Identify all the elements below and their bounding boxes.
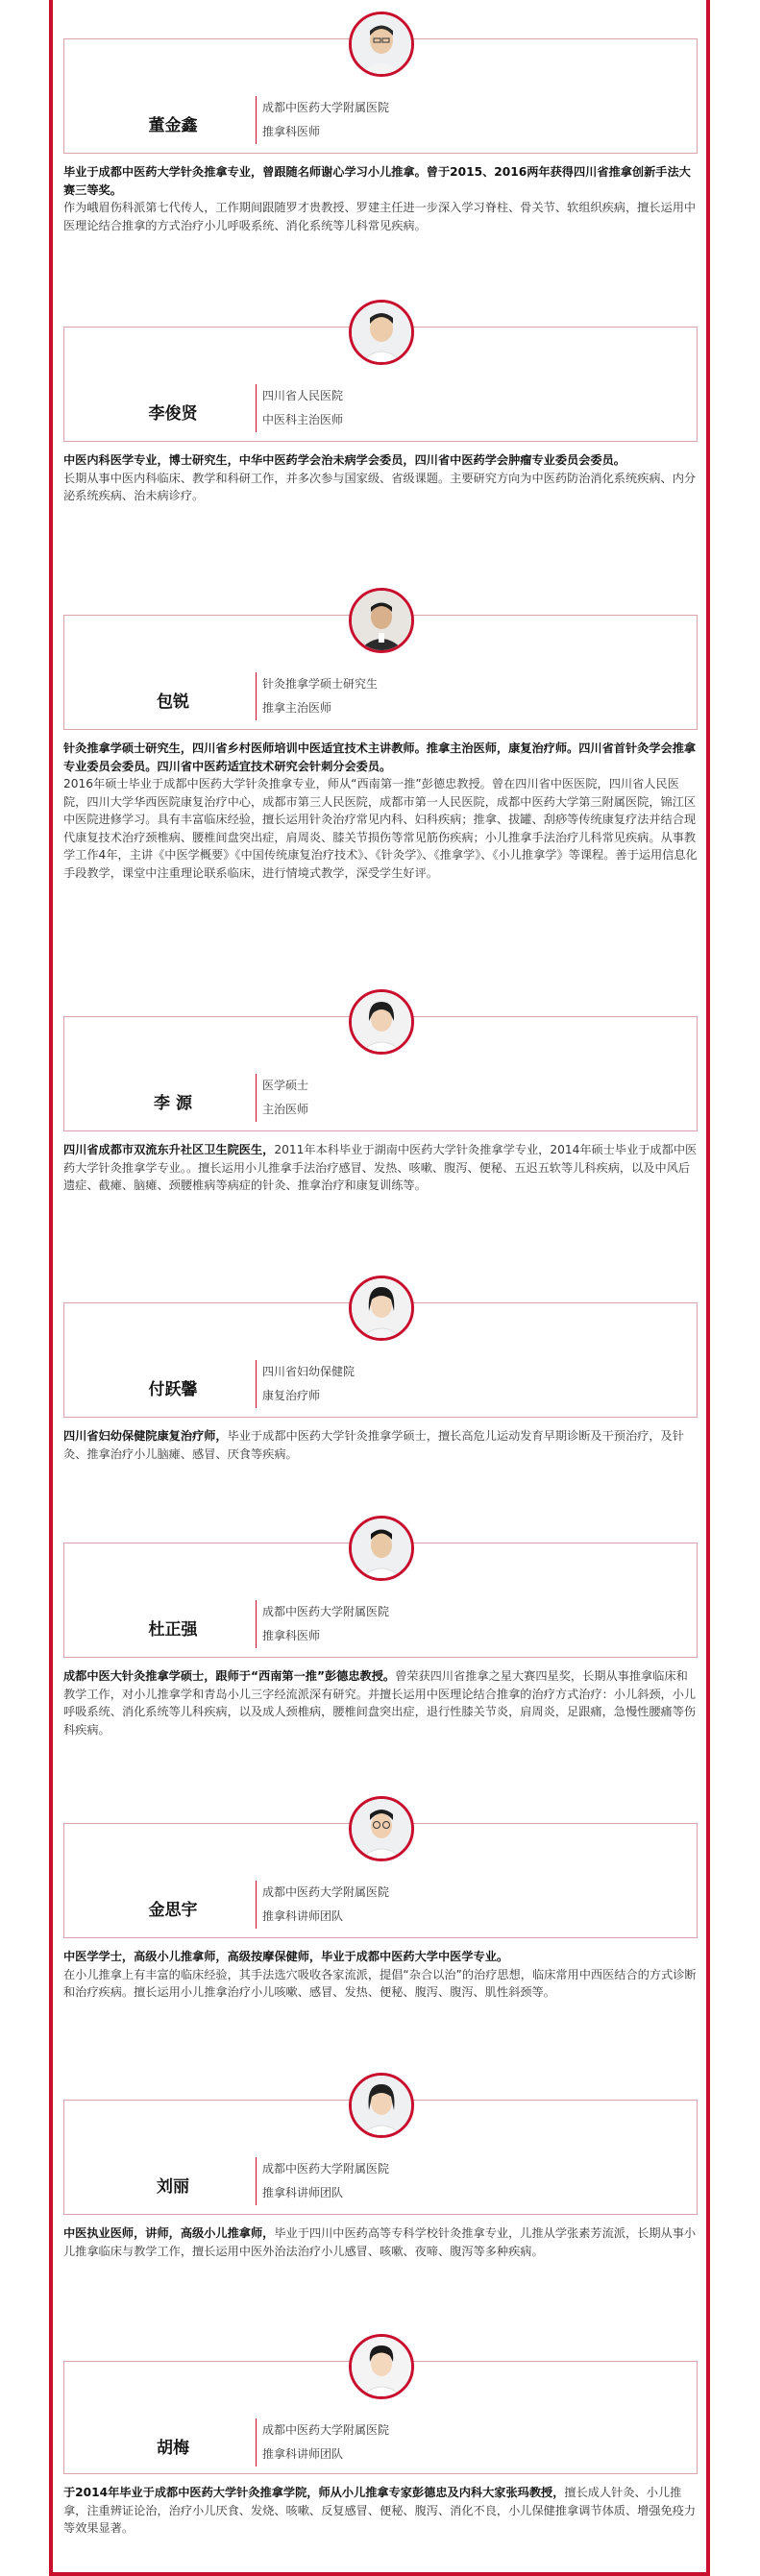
doctor-name: 包锐	[157, 693, 189, 712]
doctor-affiliations	[256, 2418, 551, 2467]
doctor-name: 李 源	[154, 1094, 192, 1113]
affiliation-hospital: 成都中医药大学附属医院	[262, 1605, 390, 1618]
bio-lead: 针灸推拿学硕士研究生，四川省乡村医师培训中医适宜技术主讲教师。推拿主治医师，康复治疗师。四川省首针灸学会推拿专业委员会委员。四川省中医药适宜技术研究会针刺分会委员。	[63, 741, 697, 773]
affiliation-degree: 医学硕士	[262, 1079, 309, 1092]
bio-lead: 于2014年毕业于成都中医药大学针灸推拿学院，师从小儿推拿专家彭德忠及内科大家张玛教授，	[63, 2486, 565, 2499]
affiliation-hospital: 成都中医药大学附属医院	[262, 2423, 390, 2437]
affiliation-hospital: 成都中医药大学附属医院	[262, 1885, 390, 1899]
affiliation-hospital: 成都中医药大学附属医院	[262, 2162, 390, 2175]
page-frame-left	[49, 0, 53, 2576]
doctor-name: 金思宇	[148, 1901, 198, 1920]
doctor-name: 付跃馨	[148, 1380, 198, 1399]
bio-body: 曾荣获四川省推拿之星大赛四星奖，长期从事推拿临床和教学工作，对小儿推拿学和青岛小儿三字经流派深有研究。并擅长运用中医理论结合推拿的治疗方式治疗：小儿斜颈，小儿呼吸系统、消化系统等儿科疾病，以及成人颈椎病，腰椎间盘突出症，退行性膝关节炎，肩周炎，足跟痛，急慢性腰痛等伤科疾病。	[63, 1669, 697, 1737]
bio-body: 毕业于四川中医药高等专科学校针灸推拿专业，儿推从学张素芳流派，长期从事小儿推拿临床与教学工作，擅长运用中医外治法治疗小儿感冒、咳嗽、夜啼、腹泻等多种疾病。	[63, 2226, 697, 2258]
doctor-bio	[63, 2484, 698, 2538]
doctor-affiliations	[256, 96, 551, 144]
affiliation-title: 推拿科讲师团队	[262, 2186, 344, 2199]
doctor-affiliations	[256, 1360, 551, 1408]
doctor-avatar	[349, 1796, 414, 1861]
bio-body: 毕业于成都中医药大学针灸推拿学硕士，擅长高危儿运动发育早期诊断及干预治疗，及针灸、推拿治疗小儿脑瘫、感冒、厌食等疾病。	[63, 1429, 684, 1461]
bio-lead: 四川省妇幼保健院康复治疗师，	[63, 1429, 228, 1443]
bio-body: 长期从事中医内科临床、教学和科研工作，并多次参与国家级、省级课题。主要研究方向为中医药防治消化系统疾病、内分泌系统疾病、治未病诊疗。	[63, 471, 697, 502]
bio-lead: 毕业于成都中医药大学针灸推拿专业，曾跟随名师谢心学习小儿推拿。曾于2015、2016两年获得四川省推拿创新手法大赛三等奖。	[63, 165, 691, 197]
doctor-bio	[63, 1427, 698, 1463]
bio-body: 2016年硕士毕业于成都中医药大学针灸推拿专业，师从“西南第一推”彭德忠教授。曾在四川省中医医院，四川省人民医院，四川大学华西医院康复治疗中心，成都市第三人民医院，成都市第一人民医院，成都中医药大学第三附属医院，锦江区中医院进修学习。具有丰富临床经验，擅长运用针灸治疗常见内科、妇科疾病；推拿、拔罐、刮痧等传统康复疗法并结合现代康复技术治疗颈椎病、腰椎间盘突出症，肩周炎、膝关节损伤等常见筋伤疾病；小儿推拿手法治疗儿科常见疾病。从事教学工作4年，主讲《中医学概要》《中国传统康复治疗技术》、《针灸学》、《推拿学》、《小儿推拿学》等课程。善于运用信息化手段教学，课堂中注重理论联系临床，进行情境式教学，深受学生好评。	[63, 777, 698, 880]
doctor-avatar	[349, 1516, 414, 1581]
affiliation-title: 推拿科讲师团队	[262, 2447, 344, 2461]
doctor-affiliations	[256, 2157, 551, 2205]
affiliation-title: 中医科主治医师	[262, 413, 344, 426]
doctor-affiliations	[256, 1600, 551, 1648]
doctor-avatar	[349, 989, 414, 1055]
doctor-bio	[63, 1667, 698, 1738]
doctor-avatar	[349, 1276, 414, 1341]
doctor-avatar	[349, 2334, 414, 2399]
doctor-bio	[63, 451, 698, 505]
doctor-avatar	[349, 588, 414, 653]
bio-lead: 成都中医大针灸推拿学硕士，跟师于“西南第一推”彭德忠教授。	[63, 1669, 396, 1683]
doctor-name: 杜正强	[148, 1620, 198, 1640]
doctor-avatar	[349, 12, 414, 77]
affiliation-title: 推拿科医师	[262, 125, 321, 138]
affiliation-title: 推拿主治医师	[262, 701, 332, 715]
affiliation-hospital: 四川省人民医院	[262, 389, 344, 402]
page-frame-bottom	[49, 2572, 710, 2576]
doctor-name: 李俊贤	[148, 404, 198, 424]
doctor-affiliations	[256, 1881, 551, 1929]
doctor-name: 董金鑫	[148, 116, 198, 135]
doctor-name: 刘丽	[157, 2177, 189, 2197]
bio-body: 在小儿推拿上有丰富的临床经验，其手法选穴吸收各家流派，提倡“杂合以治”的治疗思想，临床常用中西医结合的方式诊断和治疗疾病。擅长运用小儿推拿治疗小儿咳嗽、感冒、发热、便秘、腹泻、腹泻、肌性斜颈等。	[63, 1967, 697, 1999]
doctor-affiliations	[256, 1074, 551, 1122]
affiliation-hospital: 四川省妇幼保健院	[262, 1365, 355, 1378]
bio-body: 2011年本科毕业于湖南中医药大学针灸推拿学专业，2014年硕士毕业于成都中医药大学针灸推拿学专业。。擅长运用小儿推拿手法治疗感冒、发热、咳嗽、腹泻、便秘、五迟五软等儿科疾病，以及中风后遗症、截瘫、脑瘫、颈腰椎病等病症的针灸、推拿治疗和康复训练等。	[63, 1143, 698, 1192]
affiliation-title: 推拿科讲师团队	[262, 1909, 344, 1923]
affiliation-title: 主治医师	[262, 1103, 309, 1116]
affiliation-title: 康复治疗师	[262, 1389, 321, 1402]
affiliation-title: 推拿科医师	[262, 1629, 321, 1642]
doctor-bio	[63, 1948, 698, 2002]
affiliation-hospital: 成都中医药大学附属医院	[262, 101, 390, 114]
bio-lead: 中医执业医师，讲师，高级小儿推拿师，	[63, 2226, 275, 2240]
doctor-affiliations	[256, 384, 551, 432]
doctor-avatar	[349, 300, 414, 365]
doctor-affiliations	[256, 672, 551, 720]
doctor-bio	[63, 2224, 698, 2260]
doctor-name: 胡梅	[157, 2439, 189, 2458]
doctor-avatar	[349, 2073, 414, 2138]
bio-body: 作为峨眉伤科派第七代传人，工作期间跟随罗才贵教授、罗建主任进一步深入学习脊柱、骨关节、软组织疾病，擅长运用中医理论结合推拿的方式治疗小儿呼吸系统、消化系统等儿科常见疾病。	[63, 201, 697, 232]
bio-lead: 四川省成都市双流东升社区卫生院医生，	[63, 1143, 275, 1156]
bio-lead: 中医内科医学专业，博士研究生，中华中医药学会治未病学会委员，四川省中医药学会肿瘤专业委员会委员。	[63, 453, 625, 467]
doctor-bio	[63, 740, 698, 882]
doctor-bio	[63, 1141, 698, 1195]
affiliation-hospital: 针灸推拿学硕士研究生	[262, 677, 379, 691]
bio-lead: 中医学学士，高级小儿推拿师，高级按摩保健师，毕业于成都中医药大学中医学专业。	[63, 1950, 509, 1963]
doctor-bio	[63, 163, 698, 234]
page-frame-right	[706, 0, 710, 2576]
bio-body: 擅长成人针灸、小儿推拿，注重辨证论治，治疗小儿厌食、发烧、咳嗽、反复感冒、便秘、腹泻、消化不良，小儿保健推拿调节体质、增强免疫力等效果显著。	[63, 2486, 697, 2535]
